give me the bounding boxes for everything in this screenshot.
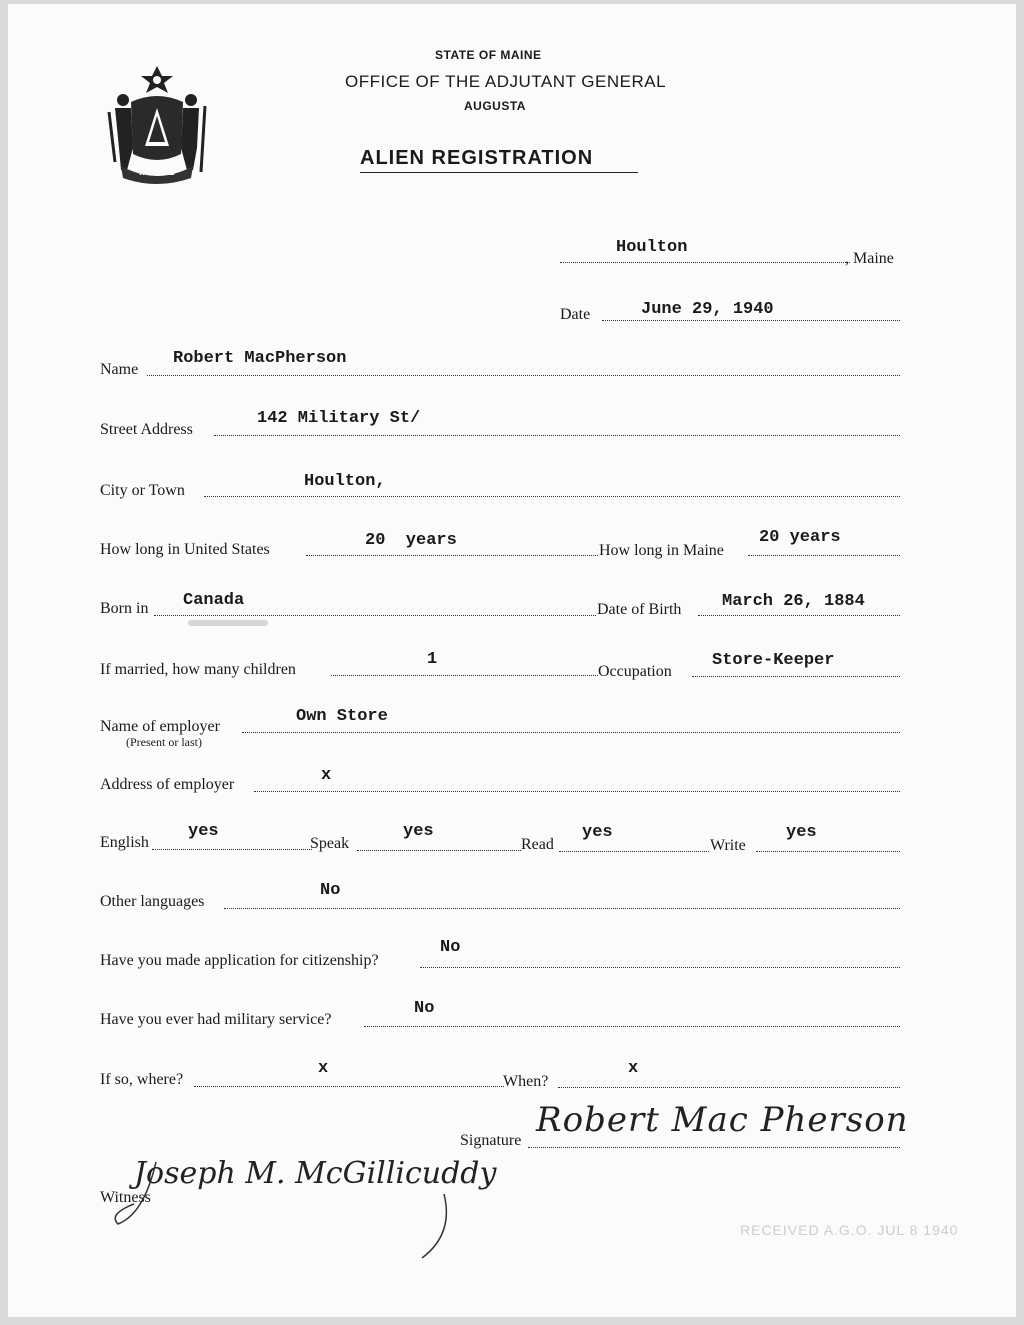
city-line (204, 496, 900, 497)
name-value: Robert MacPherson (173, 349, 347, 368)
other-languages-value: No (320, 881, 341, 900)
maine-time-value: 20 years (759, 528, 841, 547)
witness-label: Witness (100, 1189, 151, 1206)
read-label: Read (521, 836, 554, 853)
maine-time-line (748, 555, 900, 556)
when-label: When? (503, 1073, 549, 1090)
employer-address-value: x (321, 766, 332, 785)
place-line (560, 262, 850, 263)
maine-time-label: How long in Maine (599, 542, 724, 559)
read-value: yes (582, 823, 613, 842)
military-value: No (414, 999, 435, 1018)
children-line (331, 675, 598, 676)
military-label: Have you ever had military service? (100, 1011, 332, 1028)
children-label: If married, how many children (100, 661, 296, 678)
date-label: Date (560, 306, 591, 323)
city-label: City or Town (100, 482, 185, 499)
us-time-line (306, 555, 598, 556)
employer-line (242, 732, 900, 733)
where-line (194, 1086, 504, 1087)
other-languages-label: Other languages (100, 893, 205, 910)
state-heading: STATE OF MAINE (435, 48, 542, 62)
write-label: Write (710, 837, 746, 854)
street-value: 142 Military St/ (257, 409, 421, 428)
signature-value: Robert Mac Pherson (536, 1100, 909, 1140)
when-line (558, 1087, 900, 1088)
english-value: yes (188, 822, 219, 841)
us-time-label: How long in United States (100, 541, 270, 558)
received-stamp: RECEIVED A.G.O. JUL 8 1940 (740, 1222, 959, 1238)
place-suffix: , Maine (845, 250, 894, 267)
dob-label: Date of Birth (597, 601, 682, 618)
speak-line (357, 850, 521, 851)
read-line (559, 851, 709, 852)
write-line (756, 851, 900, 852)
signature-line (528, 1147, 900, 1148)
city-heading: AUGUSTA (464, 99, 526, 113)
born-label: Born in (100, 600, 149, 617)
citizenship-value: No (440, 938, 461, 957)
english-label: English (100, 834, 149, 851)
street-label: Street Address (100, 421, 193, 438)
witness-flourish (104, 1154, 504, 1264)
speak-value: yes (403, 822, 434, 841)
form-title: ALIEN REGISTRATION (360, 147, 594, 169)
other-languages-line (224, 908, 900, 909)
dob-line (698, 615, 900, 616)
employer-label: Name of employer (100, 718, 220, 735)
employer-address-label: Address of employer (100, 776, 235, 793)
name-line (147, 375, 900, 376)
where-value: x (318, 1059, 329, 1078)
occupation-line (692, 676, 900, 677)
date-value: June 29, 1940 (641, 300, 774, 319)
place-value: Houlton (616, 238, 688, 257)
witness-value: Joseph M. McGillicuddy (134, 1156, 497, 1191)
title-underline (360, 172, 638, 173)
name-label: Name (100, 361, 139, 378)
erasure-smudge (188, 620, 268, 626)
employer-value: Own Store (296, 707, 388, 726)
seal-banner-text: MAINE (139, 166, 175, 178)
write-value: yes (786, 823, 817, 842)
dob-value: March 26, 1884 (722, 592, 865, 611)
employer-sublabel: (Present or last) (126, 735, 202, 749)
military-line (364, 1026, 900, 1027)
english-line (152, 849, 312, 850)
occupation-value: Store-Keeper (712, 651, 835, 670)
born-line (154, 615, 596, 616)
city-value: Houlton, (304, 472, 386, 491)
citizenship-label: Have you made application for citizenship? (100, 952, 379, 969)
citizenship-line (420, 967, 900, 968)
children-value: 1 (427, 650, 438, 669)
us-time-value: 20 years (365, 531, 457, 550)
signature-label: Signature (460, 1132, 522, 1149)
born-value: Canada (183, 591, 245, 610)
street-line (214, 435, 900, 436)
office-heading: OFFICE OF THE ADJUTANT GENERAL (345, 72, 667, 91)
when-value: x (628, 1059, 639, 1078)
registration-form (8, 4, 1016, 1317)
date-line (602, 320, 900, 321)
where-label: If so, where? (100, 1071, 184, 1088)
speak-label: Speak (310, 835, 350, 852)
occupation-label: Occupation (598, 663, 672, 680)
employer-address-line (254, 791, 900, 792)
